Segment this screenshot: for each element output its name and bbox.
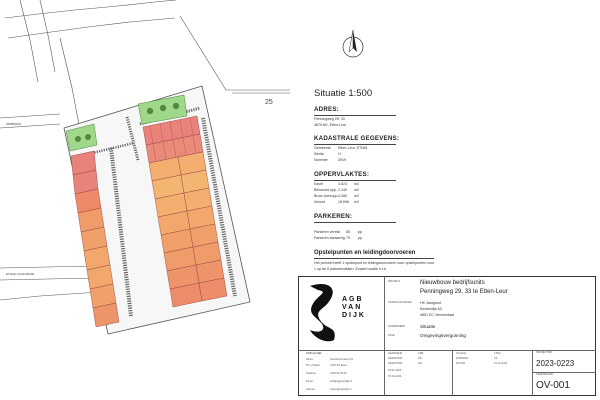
drawing-sheet: 25 365850000 ETN01H 04/4100000 Situatie 1:500 ADRES: Penningweg 29, 33 4879 AE, Etten-Leur KADASTRALE GEGEVENS: Gemeente Etten-Leur, ETN01 Sectie H Nummer 3919 OPPERVLAKTES: Kavel 4.623 m2 Bebouwd opp. 2.140 m2 Bruto vloeropp. 4.280 m2 Inhoud 15.696 m3 PARKEREN: Parkeren vereist 55 pp Parkeren aanwezig 70 pp Opstelpunten en leidingdoorvoeren Het perceel heeft 1 opstelpunt en leidingdoorvoeren voor opstelpunten voor 1 op de 5 parkeervakken. Exacte locatie n.t.b. AGB VAN DIJK PROJECT Nieuwbouw bedrijfsunits Penningweg 29, 33 te Etten-Leur OPDRACHTGEVER HK Vastgoed Kerkendijk 63 4851 EC Veenendaal ONDERWERP Situatie FASE Omgevingsvergunning AGB van Dijk Adres Noordertourtweg 29 PC + Plaats 4718 XN Etten Telefoon 0165 52 03 06 Email info@agbvandijk.nl Internet www.agbvandijk.nl GETEKEND ASB GEWIJZIGD DH GEWIJZIGD DH 18-01-2024 07-03-2024 SCHAAL 1:500 FORMAAT A3 DATUM 21-12-2023 PROJECTNR 2023-0223 TEKENINGNR OV-001 <box>0 0 600 400</box>
client-line-1: HK Vastgoed <box>420 301 441 305</box>
rev-date-2: 07-03-2024 <box>388 375 402 378</box>
revised-by-1: DH <box>418 357 422 360</box>
opstelpunten-line-1: Het perceel heeft 1 opstelpunt en leidingdoorvoeren voor opstelpunten voor <box>314 261 435 265</box>
date-value: 21-12-2023 <box>494 362 508 365</box>
scale-value: 1:500 <box>494 352 501 355</box>
kadaster-header: KADASTRALE GEGEVENS: <box>314 135 400 142</box>
street-number-label: 25 <box>265 99 273 106</box>
subject-label: ONDERWERP <box>388 325 406 328</box>
phase-value: Omgevingsvergunning <box>420 333 466 338</box>
subject-value: Situatie <box>420 324 436 329</box>
phase-label: FASE <box>388 334 395 337</box>
parcel-label-1: 365850000 <box>6 122 22 126</box>
oppervlaktes-header: OPPERVLAKTES: <box>314 171 370 178</box>
parcel-label-2: ETN01H 04/4100000 <box>6 272 35 276</box>
format-value: A3 <box>494 357 498 360</box>
drawn-by: ASB <box>418 352 424 355</box>
revised-by-2: DH <box>418 362 422 365</box>
project-number: 2023-0223 <box>536 359 575 368</box>
opstelpunten-header: Opstelpunten en leidingdoorvoeren <box>314 250 416 256</box>
rev-date-1: 18-01-2024 <box>388 369 402 372</box>
adres-line-1: Penningweg 29, 33 <box>314 117 345 121</box>
opstelpunten-line-2: 1 op de 5 parkeervakken. Exacte locatie n.t.b. <box>314 267 387 271</box>
adres-line-2: 4879 AE, Etten-Leur <box>314 123 347 127</box>
project-name: Nieuwbouw bedrijfsunits <box>420 280 485 286</box>
parkeren-header: PARKEREN: <box>314 213 353 220</box>
client-line-3: 4851 EC Veenendaal <box>420 313 454 317</box>
north-arrow-icon <box>336 28 370 62</box>
agb-logo-icon <box>304 280 344 344</box>
project-address: Penningweg 29, 33 te Etten-Leur <box>420 289 508 295</box>
adres-header: ADRES: <box>314 106 339 113</box>
client-line-2: Kerkendijk 63 <box>420 307 442 311</box>
project-label: PROJECT <box>388 280 401 283</box>
agb-logo-text: AGB VAN DIJK <box>342 296 366 319</box>
drawing-number: OV-001 <box>536 380 570 391</box>
client-label: OPDRACHTGEVER <box>388 301 412 304</box>
sheet-title: Situatie 1:500 <box>314 88 373 99</box>
